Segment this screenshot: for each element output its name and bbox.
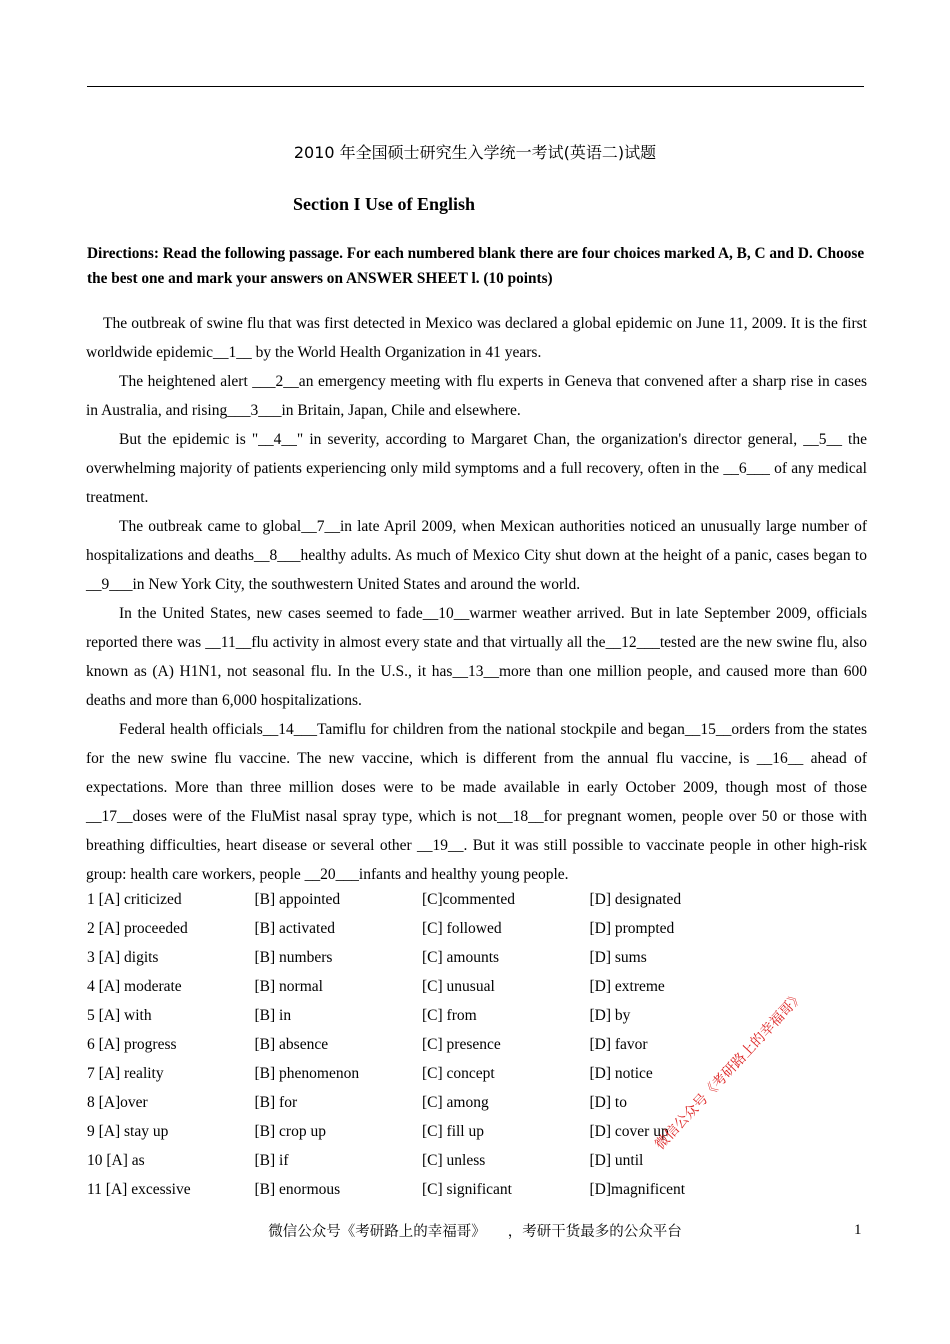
- option-d: [D] by: [589, 1007, 631, 1024]
- option-c: [C] unusual: [422, 978, 495, 995]
- passage-paragraph: In the United States, new cases seemed to fade__10__warmer weather arrived. But in late September 2009, officials reported there was __11__flu activity in almost every state and that virtually all the__12___tested are the new swine flu, also known as (A) H1N1, not seasonal flu. In the U.S., it has__13__more than one million people, and caused more than 600 deaths and more than 6,000 hospitalizations.: [86, 605, 867, 709]
- option-a: 10 [A] as: [87, 1152, 145, 1169]
- option-a: 5 [A] with: [87, 1007, 152, 1024]
- option-b: [B] activated: [254, 920, 335, 937]
- option-d: [D] to: [589, 1094, 627, 1111]
- option-a: 1 [A] criticized: [87, 891, 182, 908]
- answer-options: [87, 885, 757, 1204]
- option-a: 9 [A] stay up: [87, 1123, 169, 1140]
- option-row: [87, 914, 757, 943]
- option-c: [C]commented: [422, 891, 515, 908]
- option-c: [C] significant: [422, 1181, 512, 1198]
- watermark-stamp: 微信公众号《考研路上的幸福哥》: [652, 988, 808, 1153]
- page-title: 2010 年全国硕士研究生入学统一考试(英语二)试题: [293, 143, 657, 162]
- option-d: [D] prompted: [589, 920, 675, 937]
- option-row: [87, 885, 757, 914]
- option-d: [D] favor: [589, 1036, 648, 1053]
- section-heading: Section I Use of English: [293, 194, 476, 214]
- option-c: [C] amounts: [422, 949, 500, 966]
- page-footer: [0, 1220, 950, 1241]
- option-b: [B] phenomenon: [254, 1065, 360, 1082]
- option-d: [D] cover up: [589, 1123, 669, 1140]
- option-b: [B] enormous: [254, 1181, 341, 1198]
- option-row: [87, 1030, 757, 1059]
- option-b: [B] for: [254, 1094, 298, 1111]
- option-a: 7 [A] reality: [87, 1065, 164, 1082]
- option-row: [87, 1146, 757, 1175]
- option-d: [D] extreme: [589, 978, 665, 995]
- option-row: [87, 972, 757, 1001]
- option-d: [D] notice: [589, 1065, 653, 1082]
- option-d: [D] designated: [589, 891, 682, 908]
- passage-paragraph: Federal health officials__14___Tamiflu for children from the national stockpile and began__15__orders from the states for the new swine flu vaccine. The new vaccine, which is different from the annual flu vaccine, is __16__ ahead of expectations. More than three million doses were to be made available in early October 2009, though most of those __17__doses were of the FluMist nasal spray type, which is not__18__for pregnant women, people over 50 or those with breathing difficulties, heart disease or several other __19__. But it was still possible to vaccinate people in other high-risk group: health care workers, people __20___infants and healthy young people.: [86, 721, 867, 883]
- footer-right-text: ，考研干货最多的公众平台: [507, 1224, 682, 1240]
- option-row: [87, 1088, 757, 1117]
- option-a: 11 [A] excessive: [87, 1181, 191, 1198]
- option-a: 2 [A] proceeded: [87, 920, 188, 937]
- option-c: [C] among: [422, 1094, 489, 1111]
- passage-paragraph: But the epidemic is "__4__" in severity, according to Margaret Chan, the organization's director general, __5__ the overwhelming majority of patients experiencing only mild symptoms and a full recovery, often in the __6___ of any medical treatment.: [86, 431, 867, 506]
- passage: [86, 309, 867, 889]
- option-c: [C] fill up: [422, 1123, 484, 1140]
- option-b: [B] appointed: [254, 891, 341, 908]
- option-c: [C] unless: [422, 1152, 486, 1169]
- option-a: 6 [A] progress: [87, 1036, 177, 1053]
- option-row: [87, 1059, 757, 1088]
- option-row: [87, 943, 757, 972]
- option-c: [C] presence: [422, 1036, 501, 1053]
- passage-paragraph: The outbreak came to global__7__in late April 2009, when Mexican authorities noticed an unusually large number of hospitalizations and deaths__8___healthy adults. As much of Mexico City shut down at the height of a panic, cases began to __9___in New York City, the southwestern United States and around the world.: [86, 518, 867, 593]
- footer-left-text: 微信公众号《考研路上的幸福哥》: [268, 1224, 486, 1240]
- option-a: 3 [A] digits: [87, 949, 159, 966]
- page-number: 1: [854, 1222, 862, 1238]
- option-b: [B] crop up: [254, 1123, 326, 1140]
- directions: Directions: Read the following passage. For each numbered blank there are four choices marked A, B, C and D. Choose the best one and mark your answers on ANSWER SHEET l. (10 points): [87, 245, 865, 287]
- option-b: [B] normal: [254, 978, 323, 995]
- option-b: [B] numbers: [254, 949, 333, 966]
- option-b: [B] in: [254, 1007, 292, 1024]
- passage-paragraph: The outbreak of swine flu that was first detected in Mexico was declared a global epidemic on June 11, 2009. It is the first worldwide epidemic__1__ by the World Health Organization in 41 years.: [86, 315, 867, 361]
- option-row: [87, 1175, 757, 1204]
- header-rule: [87, 86, 864, 87]
- option-a: 8 [A]over: [87, 1094, 148, 1111]
- option-d: [D] sums: [589, 949, 647, 966]
- option-c: [C] concept: [422, 1065, 495, 1082]
- passage-paragraph: The heightened alert ___2__an emergency meeting with flu experts in Geneva that convened after a sharp rise in cases in Australia, and rising___3___in Britain, Japan, Chile and elsewhere.: [86, 373, 867, 419]
- option-d: [D]magnificent: [589, 1181, 686, 1198]
- option-a: 4 [A] moderate: [87, 978, 182, 995]
- option-b: [B] absence: [254, 1036, 329, 1053]
- option-c: [C] from: [422, 1007, 477, 1024]
- option-row: [87, 1001, 757, 1030]
- option-c: [C] followed: [422, 920, 502, 937]
- option-d: [D] until: [589, 1152, 644, 1169]
- option-b: [B] if: [254, 1152, 289, 1169]
